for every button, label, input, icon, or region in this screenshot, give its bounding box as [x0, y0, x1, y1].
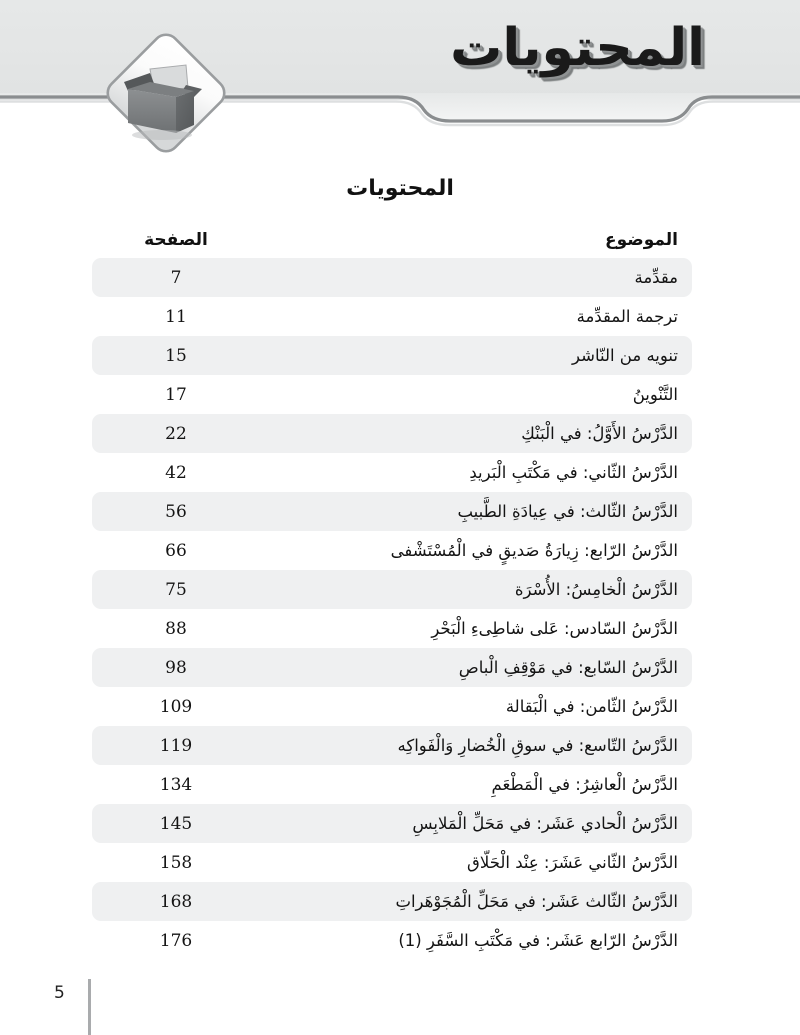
table-row[interactable]: [92, 531, 692, 570]
row-page-number: 7: [170, 267, 182, 288]
row-page-number: 22: [165, 423, 187, 444]
row-subject: الدَّرْسُ الثّاني: في مَكْتَبِ الْبَريدِ: [469, 463, 678, 482]
row-subject: الدَّرْسُ الثّاني عَشَرَ: عِنْد الْحَلّاق: [467, 853, 678, 872]
table-row[interactable]: [92, 804, 692, 843]
row-subject: الدَّرْسُ السّابع: في مَوْقِفِ الْباصِ: [458, 658, 678, 677]
row-page-number: 176: [159, 930, 193, 951]
page-title: المحتويات: [346, 176, 454, 201]
footer-divider: [88, 979, 91, 1035]
page-footer: [0, 965, 800, 1035]
table-row[interactable]: [92, 375, 692, 414]
row-page-number: 98: [165, 657, 187, 678]
column-header-subject: الموضوع: [605, 230, 678, 250]
table-row[interactable]: [92, 336, 692, 375]
table-row[interactable]: [92, 843, 692, 882]
row-subject: مقدِّمة: [634, 268, 678, 287]
header-banner-title: المحتويات: [450, 18, 705, 78]
table-row[interactable]: [92, 414, 692, 453]
row-subject: الدَّرْسُ الْعاشِرُ: في الْمَطْعَمِ: [491, 775, 678, 794]
row-page-number: 119: [159, 735, 193, 756]
row-subject: تنويه من النّاشر: [572, 346, 678, 365]
table-row[interactable]: [92, 609, 692, 648]
row-page-number: 15: [165, 345, 187, 366]
row-subject: الدَّرْسُ الرّابع عَشَر: في مَكْتَبِ السَّفَرِ (1): [398, 931, 678, 950]
row-page-number: 158: [159, 852, 193, 873]
table-row[interactable]: [92, 687, 692, 726]
row-subject: التَّنْوينُ: [632, 385, 678, 404]
row-page-number: 145: [159, 813, 193, 834]
row-page-number: 66: [165, 540, 187, 561]
table-of-contents: [92, 222, 692, 960]
row-subject: الدَّرْسُ الأَوَّلُ: في الْبَنْكِ: [521, 424, 678, 443]
row-page-number: 11: [165, 306, 187, 327]
row-subject: الدَّرْسُ السّادس: عَلى شاطِىءِ الْبَحْرِ: [431, 619, 678, 638]
row-subject: الدَّرْسُ الْخامِسُ: الأُسْرَة: [514, 580, 678, 599]
toc-row-list: [92, 258, 692, 960]
row-subject: الدَّرْسُ التّاسع: في سوقِ الْخُضارِ وَالْفَواكِه: [397, 736, 678, 755]
open-box-icon: [98, 25, 234, 161]
table-row[interactable]: [92, 726, 692, 765]
row-subject: الدَّرْسُ الْحادي عَشَر: في مَحَلِّ الْمَلابِسِ: [412, 814, 678, 833]
row-page-number: 42: [165, 462, 187, 483]
row-page-number: 88: [165, 618, 187, 639]
table-row[interactable]: [92, 492, 692, 531]
row-subject: الدَّرْسُ الثّامن: في الْبَقالة: [505, 697, 678, 716]
toc-column-headers: [92, 222, 692, 258]
row-subject: ترجمة المقدِّمة: [576, 307, 678, 326]
row-page-number: 109: [159, 696, 193, 717]
footer-page-number: 5: [54, 983, 65, 1003]
row-page-number: 17: [165, 384, 187, 405]
table-row[interactable]: [92, 453, 692, 492]
row-page-number: 168: [159, 891, 193, 912]
table-row[interactable]: [92, 297, 692, 336]
row-page-number: 75: [165, 579, 187, 600]
column-header-page: الصفحة: [144, 230, 208, 250]
table-row[interactable]: [92, 258, 692, 297]
row-subject: الدَّرْسُ الرّابع: زِيارَةُ صَديقٍ في الْمُسْتَشْفى: [390, 541, 678, 560]
table-row[interactable]: [92, 570, 692, 609]
table-row[interactable]: [92, 765, 692, 804]
row-subject: الدَّرْسُ الثّالث: في عِيادَةِ الطَّبيبِ: [457, 502, 678, 521]
row-page-number: 56: [165, 501, 187, 522]
row-subject: الدَّرْسُ الثّالث عَشَر: في مَحَلِّ الْمُجَوْهَراتِ: [395, 892, 678, 911]
table-row[interactable]: [92, 882, 692, 921]
table-row[interactable]: [92, 921, 692, 960]
table-row[interactable]: [92, 648, 692, 687]
row-page-number: 134: [159, 774, 193, 795]
